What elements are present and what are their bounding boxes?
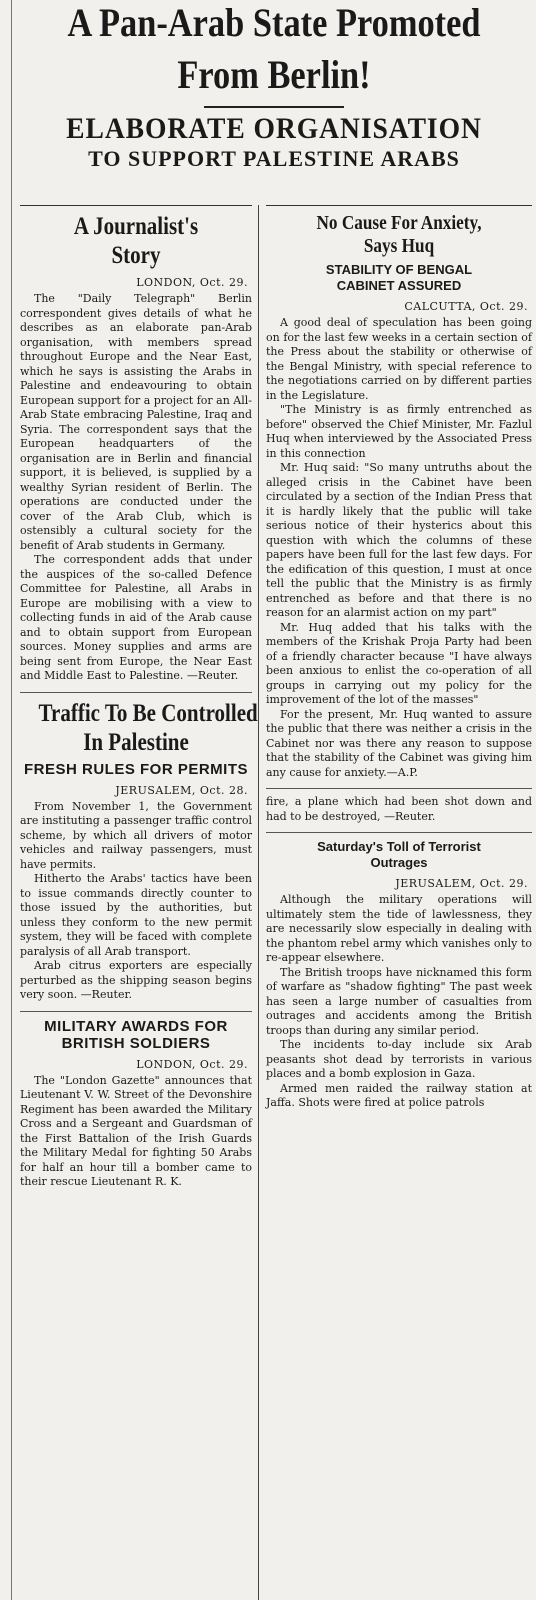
- article-title-line-1: A Journalist's: [73, 213, 199, 240]
- paragraph: The "Daily Telegraph" Berlin correspondent gives details of what he describes as an elaborate pan-Arab organisation, with members spread throughout Europe and the Near East, which he says is assisting the Arabs in Palestine and endeavouring to obtain European support for a project for an All-Arab State embracing Palestine, Iraq and Syria. The correspondent says that the European headquarters of the organisation are in Berlin and financial support, it is believed, is supplied by a wealthy Syrian resident of Berlin. The operations are conducted under the cover of the Arab Club, which is ostensibly a cultural society for the benefit of Arab students in Germany.: [20, 292, 253, 552]
- paragraph: Arab citrus exporters are especially perturbed as the shipping season begins very soon. —Reuter.: [20, 959, 252, 1001]
- article-subhead: FRESH RULES FOR PERMITS: [23, 760, 248, 778]
- paragraph: The British troops have nicknamed this form of warfare as "shadow fighting" The past week has seen a large number of casualties from outrages and accidents among the British troops than during any similar period.: [266, 965, 532, 1037]
- paragraph: "The Ministry is as firmly entrenched as before" observed the Chief Minister, Mr. Fazlul Huq when interviewed by the Associated Press in this connection: [266, 403, 532, 460]
- column-divider: [258, 205, 259, 1600]
- section-rule: [266, 788, 532, 789]
- article-title-line-2: BRITISH SOLDIERS: [61, 1034, 211, 1052]
- section-rule: [266, 832, 532, 833]
- paragraph: The correspondent adds that under the auspices of the so-called Defence Committee for Palestine, all Arabs in Europe are mobilising with a view to collecting funds in aid of the Arab cause and to obtain support from European sources. Money supplies and arms are being sent from Europe, the Near East and Middle East to Palestine. —Reuter.: [20, 553, 252, 682]
- article-title-line-2: In Palestine: [83, 728, 189, 756]
- dateline: CALCUTTA, Oct. 29.: [404, 300, 528, 313]
- article-title-line-2: Says Huq: [363, 235, 435, 257]
- main-headline-line-1: A Pan-Arab State Promoted: [67, 0, 481, 45]
- article-title-line-1: Traffic To Be Controlled: [38, 699, 258, 727]
- paragraph: From November 1, the Government are instituting a passenger traffic control scheme, by which all drivers of motor vehicles and railway passengers, must have permits.: [20, 799, 252, 871]
- paragraph: The incidents to-day include six Arab peasants shot dead by terrorists in various places and a bomb explosion in Gaza.: [266, 1038, 532, 1080]
- main-header: [16, 0, 532, 172]
- article-title-line-1: MILITARY AWARDS FOR: [44, 1017, 228, 1035]
- main-subheadline-2: TO SUPPORT PALESTINE ARABS: [88, 146, 460, 171]
- dateline: JERUSALEM, Oct. 29.: [395, 877, 528, 890]
- paragraph: Although the military operations will ultimately stem the tide of lawlessness, they are necessarily slow especially in dealing with the phantom rebel army which vanishes only to re-appear elsewhere.: [266, 893, 532, 964]
- paragraph: The "London Gazette" announces that Lieutenant V. W. Street of the Devonshire Regiment has been awarded the Military Cross and a Sergeant and Guardsman of the First Battalion of the Irish Guards the Military Medal for fighting 50 Arabs for half an hour till a bomber came to their rescue Lieutenant R. K.: [20, 1073, 252, 1188]
- left-column: [20, 205, 258, 1190]
- section-rule: [20, 692, 252, 693]
- dateline: LONDON, Oct. 29.: [136, 1057, 248, 1071]
- article-title-line-2: Outrages: [370, 855, 428, 870]
- section-rule: [20, 205, 252, 206]
- paragraph: Armed men raided the railway station at Jaffa. Shots were fired at police patrols: [266, 1081, 532, 1109]
- right-column: [266, 205, 532, 1111]
- article-no-cause-for-anxiety: [266, 205, 532, 780]
- continued-text: fire, a plane which had been shot down and had to be destroyed, —Reuter.: [266, 795, 532, 823]
- paragraph: Mr. Huq added that his talks with the members of the Krishak Proja Party had been of a friendly character because "I have always been anxious to enlist the co-operation of all groups in carrying out my policy for the improvement of the lot of the masses": [266, 620, 532, 706]
- article-subhead-2: CABINET ASSURED: [336, 278, 462, 293]
- article-title-line-1: No Cause For Anxiety,: [316, 212, 482, 234]
- paragraph: Hitherto the Arabs' tactics have been to issue commands directly counter to those issued by the authorities, but unless they conform to the new permit system, they will be faced with complete paralysis of all Arab transport.: [20, 872, 252, 958]
- dateline: JERUSALEM, Oct. 28.: [115, 783, 248, 797]
- article-military-awards: [20, 1018, 252, 1190]
- paragraph: A good deal of speculation has been going on for the last few weeks in a certain section of the Press about the stability or otherwise of the Bengal Ministry, with special reference to the negotiations carried on by different parties in the Legislature.: [266, 316, 532, 402]
- header-ornament-rule: [204, 106, 344, 108]
- section-rule: [20, 1011, 252, 1012]
- dateline: LONDON, Oct. 29.: [136, 276, 248, 289]
- paragraph: Mr. Huq said: "So many untruths about the alleged crisis in the Cabinet have been circulated by a section of the Indian Press that it is hardly likely that the public will take serious notice of their hysterics about this question with which the columns of these papers have been full for the last few days. For the edification of this question, I must at once tell the public that the Ministry is as firmly entrenched as before and that there is no reason for an alarmist action on my part": [266, 461, 532, 619]
- article-terrorist-outrages: [266, 839, 532, 1111]
- article-title-line-2: Story: [111, 242, 161, 269]
- main-headline-line-2: From Berlin!: [177, 52, 371, 97]
- article-title-line-1: Saturday's Toll of Terrorist: [317, 839, 481, 854]
- article-subhead-1: STABILITY OF BENGAL: [325, 262, 473, 277]
- adjacent-column-edge: [3, 0, 12, 1600]
- article-journalist-story: [20, 205, 252, 684]
- main-subheadline-1: ELABORATE ORGANISATION: [66, 112, 482, 145]
- section-rule: [266, 205, 532, 206]
- article-traffic-controlled: [20, 699, 258, 1003]
- paragraph: For the present, Mr. Huq wanted to assure the public that there was neither a crisis in the Cabinet nor was there any reason to suppose that the stability of the Cabinet was giving him any cause for anxiety.—A.P.: [266, 707, 532, 779]
